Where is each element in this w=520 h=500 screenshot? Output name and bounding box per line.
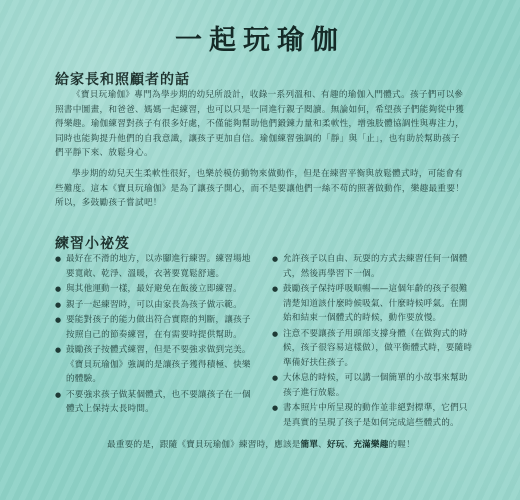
tip-item: ● 最好在不滑的地方，以赤腳進行練習。練習場地要寬敞、乾淨、溫暖，衣著要寬鬆舒適。	[55, 252, 257, 281]
closing-suffix: 的喔！	[388, 440, 415, 450]
closing-line	[55, 438, 467, 450]
tip-item: ● 不要強求孩子做某個體式，也不要讓孩子在一個體式上保持太長時間。	[55, 388, 257, 417]
tip-item: ● 允許孩子以自由、玩耍的方式去練習任何一個體式，然後再學習下一個。	[272, 252, 474, 281]
closing-separator: 、	[344, 440, 354, 450]
intro-paragraph-1: 《寶貝玩瑜伽》專門為學步期的幼兒所設計，收錄一系列溫和、有趣的瑜伽入門體式。孩子們可以參照書中圖畫，和爸爸、媽媽一起練習，也可以只是一同進行親子閱讀。無論如何，希望孩子們能夠從中獲得樂趣。瑜伽練習對孩子有很多好處，不僅能夠幫助他們鍛鍊力量和柔軟性，增強肢體協調性與專注力，同時也能夠提升他們的自我意識，讓孩子更加自信。瑜伽練習強調的「靜」與「止」，也有助於幫助孩子們平靜下來、放鬆身心。	[55, 90, 465, 158]
tips-heading: 練習小祕笈	[55, 236, 130, 252]
tips-right-list	[272, 252, 474, 431]
closing-keyword-fun: 好玩	[326, 440, 345, 450]
tip-item: ● 鼓勵孩子保持呼吸順暢——這個年齡的孩子很難清楚知道該什麼時候吸氣、什麼時候呼氣。在開始和結束一個體式的時候，動作要放慢。	[272, 282, 474, 326]
intro-heading: 給家長和照顧者的話	[55, 72, 190, 88]
closing-separator: 、	[318, 440, 327, 450]
closing-keyword-joy: 充滿樂趣	[353, 440, 389, 450]
tip-item: ● 注意不要讓孩子用頭部支撐身體（在做狗式的時候，孩子很容易這樣做），做平衡體式時，要隨時準備好扶住孩子。	[272, 327, 474, 371]
intro-paragraph-2: 學步期的幼兒天生柔軟性很好，也樂於模仿動物來做動作，但是在練習平衡與放鬆體式時，可能會有些難度。這本《寶貝玩瑜伽》是為了讓孩子開心，而不是要讓他們一絲不苟的照著做動作，樂趣最重要！所以，多鼓勵孩子嘗試吧！	[55, 169, 465, 208]
tip-item: ● 親子一起練習時，可以由家長為孩子做示範。	[55, 298, 257, 313]
tip-item: ● 與其他運動一樣，最好避免在飯後立即練習。	[55, 282, 257, 297]
tip-item: ● 大休息的時候，可以講一個簡單的小故事來幫助孩子進行放鬆。	[272, 371, 474, 400]
page-title: 一起玩瑜伽	[175, 25, 345, 56]
tips-left-list	[55, 252, 257, 418]
tip-item: ● 要能對孩子的能力做出符合實際的判斷，讓孩子按照自己的節奏練習，在有需要時提供幫助。	[55, 313, 257, 342]
closing-prefix: 最重要的是，跟隨《寶貝玩瑜伽》練習時，應該是	[107, 440, 301, 450]
closing-keyword-simple: 簡單	[300, 440, 319, 450]
tip-item: ● 書本照片中所呈現的動作並非絕對標準，它們只是真實的呈現了孩子是如何完成這些體式的。	[272, 401, 474, 430]
tip-item: ● 鼓勵孩子按體式練習，但是不要強求做到完美。《寶貝玩瑜伽》強調的是讓孩子獲得積極、快樂的體驗。	[55, 343, 257, 387]
